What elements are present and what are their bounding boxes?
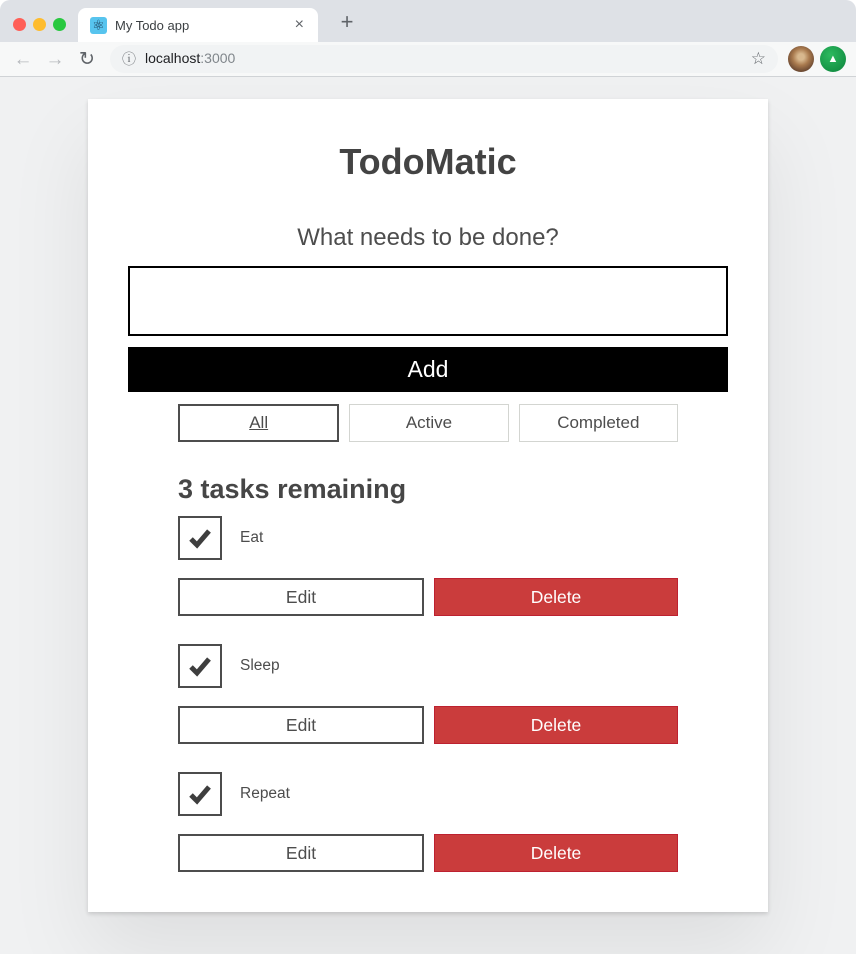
todo-list [178,516,678,872]
tab-strip [0,0,856,42]
todo-view [178,516,678,560]
new-todo-input[interactable] [128,266,728,336]
todo-view [178,772,678,816]
browser-toolbar [0,42,856,77]
reload-icon[interactable]: ↻ [79,48,95,70]
url-host: localhost [145,50,201,66]
new-tab-button[interactable]: + [340,9,354,34]
filter-button[interactable] [178,404,339,442]
filter-button[interactable] [349,404,508,442]
filter-label: Completed [557,413,640,432]
filter-label: Active [405,413,453,432]
back-icon[interactable]: ← [13,48,33,70]
tab-title: My Todo app [115,17,190,33]
filter-button-group [178,404,678,442]
new-todo-prompt: What needs to be done? [297,224,559,251]
edit-button[interactable]: Edit [178,578,424,616]
page-viewport [0,77,856,954]
forward-icon[interactable]: → [45,48,65,70]
checkmark-icon [186,524,214,552]
todo-view [178,644,678,688]
close-tab-icon[interactable]: × [294,16,304,33]
delete-button[interactable]: Delete [434,578,678,616]
todo-checkbox[interactable] [178,644,222,688]
bookmark-star-icon[interactable]: ☆ [750,49,766,68]
delete-button[interactable]: Delete [434,834,678,872]
close-window-button[interactable] [13,18,26,31]
zoom-window-button[interactable] [53,18,66,31]
todo-item [178,644,678,744]
react-favicon-icon: ⚛ [90,17,107,34]
profile-avatar[interactable] [788,46,814,72]
checkmark-icon [186,780,214,808]
address-bar[interactable] [110,45,778,73]
browser-tab[interactable] [78,8,318,42]
filter-button[interactable] [519,404,678,442]
todo-actions [178,578,678,616]
todo-actions [178,706,678,744]
checkmark-icon [186,652,214,680]
todo-checkbox[interactable] [178,772,222,816]
edit-button[interactable]: Edit [178,834,424,872]
delete-button[interactable]: Delete [434,706,678,744]
traffic-lights [13,18,66,31]
add-button[interactable]: Add [128,347,728,392]
extension-icon[interactable] [820,46,846,72]
todo-label: Sleep [240,657,280,674]
todo-actions [178,834,678,872]
info-icon[interactable]: ⓘ [122,51,136,67]
todo-label: Repeat [240,785,290,802]
todo-item [178,772,678,872]
page-title: TodoMatic [339,141,517,182]
minimize-window-button[interactable] [33,18,46,31]
tasks-remaining-heading: 3 tasks remaining [178,474,407,504]
todo-item [178,516,678,616]
todoapp-card [88,99,768,912]
todo-checkbox[interactable] [178,516,222,560]
url-text [145,50,235,68]
edit-button[interactable]: Edit [178,706,424,744]
extension-arrow-icon: ▲ [827,52,839,65]
url-port: :3000 [200,50,236,66]
filter-label: All [249,413,269,432]
todo-label: Eat [240,529,264,546]
